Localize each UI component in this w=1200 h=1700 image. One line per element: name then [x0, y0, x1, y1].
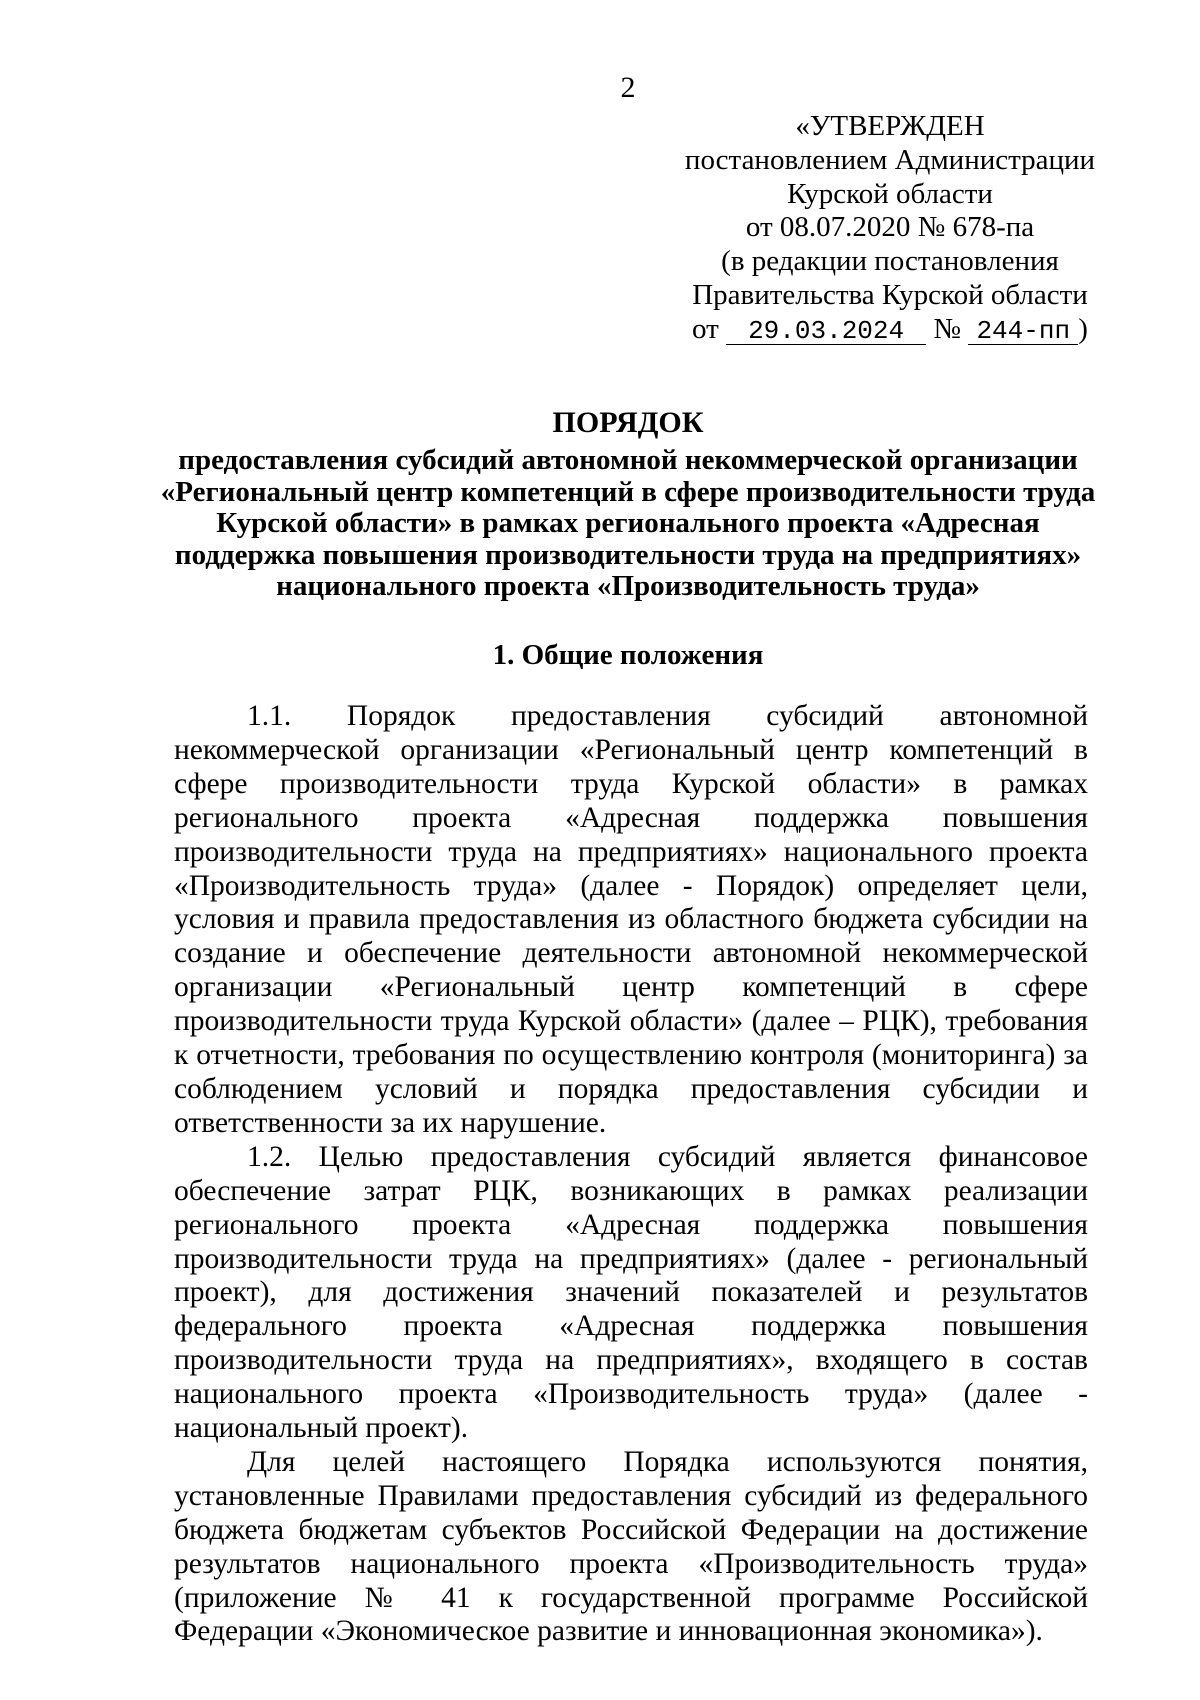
subtitle-line: предоставления субсидий автономной некоммерческой организации [178, 444, 1078, 476]
subtitle-line: Курской области» в рамках регионального проекта «Адресная [216, 507, 1040, 540]
body-text [174, 700, 1088, 1649]
subtitle-line: национального проекта «Производительность труда» [276, 570, 980, 603]
document-title-block [150, 405, 1106, 603]
amendment-date: 29.03.2024 [726, 318, 926, 345]
approval-line-5: (в редакции постановления [721, 245, 1059, 278]
document-title: ПОРЯДОК [552, 406, 704, 439]
document-subtitle [150, 445, 1106, 603]
date-prefix: от [692, 312, 719, 345]
approval-line-4: от 08.07.2020 № 678-па [745, 211, 1035, 244]
paragraph-1-1: 1.1. Порядок предоставления субсидий автономной некоммерческой организации «Региональный центр компетенций в сфере производительности труда Курской области» в рамках регионального проекта «Адресная поддержка повышения производительности труда на предприятиях» национального проекта «Производительность труда» (далее - Порядок) определяет цели, условия и правила предоставления из областного бюджета субсидии на создание и обеспечение деятельности автономной некоммерческой организации «Региональный центр компетенций в сфере производительности труда Курской области» (далее – РЦК), требования к отчетности, требования по осуществлению контроля (мониторинга) за соблюдением условий и порядка предоставления субсидии и ответственности за их нарушение. [174, 700, 1088, 1139]
approval-line-6: Правительства Курской области [692, 278, 1088, 311]
paragraph-definitions: Для целей настоящего Порядка используются понятия, установленные Правилами предоставления субсидий из федерального бюджета бюджетам субъектов Российской Федерации на достижение результатов национального проекта «Производительность труда» (приложение № 41 к государственной программе Российской Федерации «Экономическое развитие и инновационная экономика»). [174, 1445, 1088, 1648]
number-prefix: № [933, 312, 962, 345]
section-heading: 1. Общие положения [492, 639, 764, 671]
page-number: 2 [620, 71, 636, 104]
approval-stamp-block [680, 110, 1100, 347]
amendment-number: 244-пп [968, 318, 1078, 345]
approval-line-7 [680, 313, 1100, 347]
paragraph-1-2: 1.2. Целью предоставления субсидий является финансовое обеспечение затрат РЦК, возникающих в рамках реализации регионального проекта «Адресная поддержка повышения производительности труда на предприятиях» (далее - региональный проект), для достижения значений показателей и результатов федерального проекта «Адресная поддержка повышения производительности труда на предприятиях», входящего в состав национального проекта «Производительность труда» (далее - национальный проект). [174, 1140, 1088, 1445]
closing-paren: ) [1078, 312, 1088, 345]
approval-line-1: «УТВЕРЖДЕН [795, 110, 985, 142]
approval-line-3: Курской области [787, 177, 993, 210]
subtitle-line: поддержка повышения производительности труда на предприятиях» [174, 538, 1082, 571]
subtitle-line: «Региональный центр компетенций в сфере производительности труда [160, 475, 1096, 508]
approval-line-2: постановлением Администрации [684, 143, 1096, 176]
